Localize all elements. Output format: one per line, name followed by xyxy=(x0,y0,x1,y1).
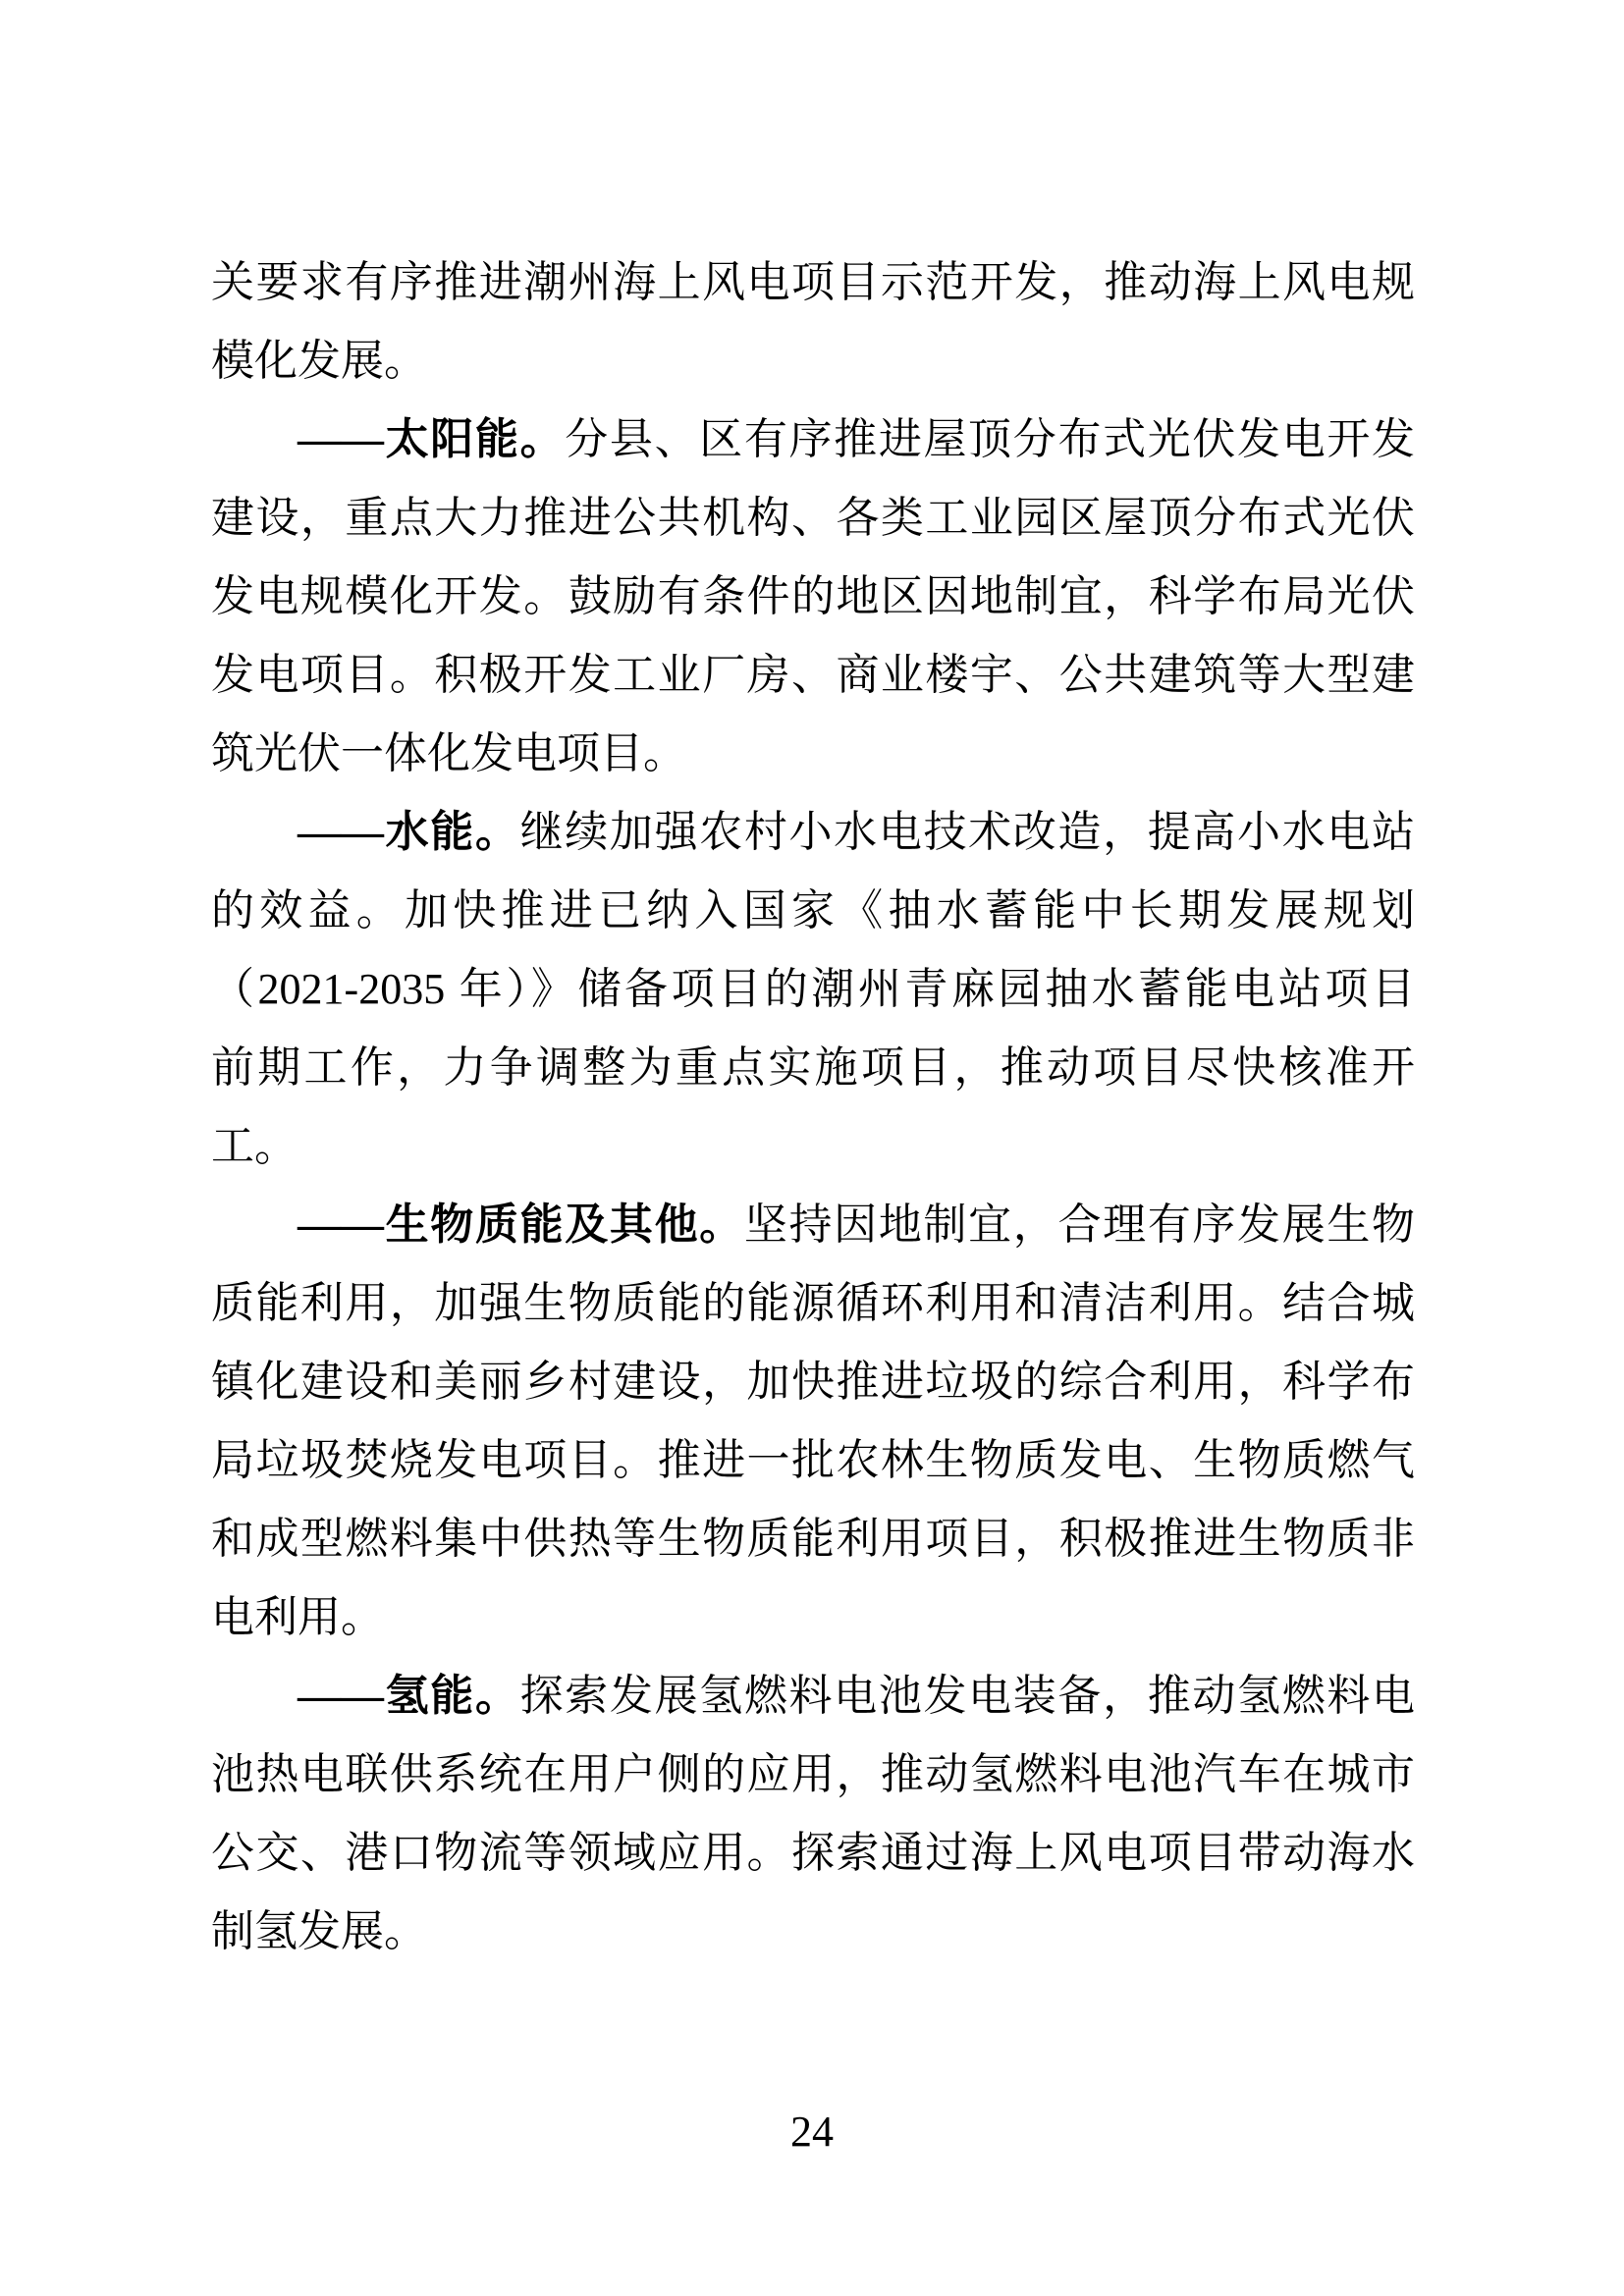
text-line: （2021-2035 年）》储备项目的潮州青麻园抽水蓄能电站项目 xyxy=(211,965,1415,1013)
text-line: 关要求有序推进潮州海上风电项目示范开发，推动海上风电规 xyxy=(211,258,1415,306)
paragraph-hydrogen-energy xyxy=(211,1657,1415,1971)
page-footer xyxy=(0,2106,1624,2159)
text-line: ——氢能。探索发展氢燃料电池发电装备，推动氢燃料电 xyxy=(298,1672,1415,1720)
text-line: 前期工作，力争调整为重点实施项目，推动项目尽快核准开 xyxy=(211,1043,1415,1092)
text-line: 和成型燃料集中供热等生物质能利用项目，积极推进生物质非 xyxy=(211,1515,1415,1563)
text-line: 局垃圾焚烧发电项目。推进一批农林生物质发电、生物质燃气 xyxy=(211,1436,1415,1484)
text-line: 工。 xyxy=(211,1122,298,1170)
text-line: 制氢发展。 xyxy=(211,1907,427,1955)
text-line: 筑光伏一体化发电项目。 xyxy=(211,729,686,777)
paragraph-solar-energy xyxy=(211,400,1415,793)
text-line: 公交、港口物流等领域应用。探索通过海上风电项目带动海水 xyxy=(211,1829,1415,1877)
text-line: ——太阳能。分县、区有序推进屋顶分布式光伏发电开发 xyxy=(298,415,1415,463)
paragraph-biomass-and-others xyxy=(211,1186,1415,1657)
text-line: ——生物质能及其他。坚持因地制宜，合理有序发展生物 xyxy=(298,1201,1415,1249)
text-line: 镇化建设和美丽乡村建设，加快推进垃圾的综合利用，科学布 xyxy=(211,1358,1415,1406)
paragraph-lead: ——氢能。 xyxy=(298,1672,520,1720)
text-line: 发电规模化开发。鼓励有条件的地区因地制宜，科学布局光伏 xyxy=(211,572,1415,620)
paragraph-hydro-energy xyxy=(211,793,1415,1186)
text-line: 的效益。加快推进已纳入国家《抽水蓄能中长期发展规划 xyxy=(211,886,1415,934)
paragraph-offshore-wind-continued xyxy=(211,243,1415,400)
text-line: 发电项目。积极开发工业厂房、商业楼宇、公共建筑等大型建 xyxy=(211,651,1415,699)
text-line: 池热电联供系统在用户侧的应用，推动氢燃料电池汽车在城市 xyxy=(211,1750,1415,1798)
text-line: 模化发展。 xyxy=(211,337,427,385)
text-block xyxy=(211,243,1415,1971)
text-line: 电利用。 xyxy=(211,1593,384,1641)
text-line: ——水能。继续加强农村小水电技术改造，提高小水电站 xyxy=(298,808,1415,856)
text-line: 建设，重点大力推进公共机构、各类工业园区屋顶分布式光伏 xyxy=(211,494,1415,542)
paragraph-lead: ——水能。 xyxy=(298,808,520,856)
paragraph-lead: ——生物质能及其他。 xyxy=(298,1201,744,1249)
paragraph-lead: ——太阳能。 xyxy=(298,415,566,463)
page-number: 24 xyxy=(790,2108,834,2156)
text-line: 质能利用，加强生物质能的能源循环利用和清洁利用。结合城 xyxy=(211,1279,1415,1327)
